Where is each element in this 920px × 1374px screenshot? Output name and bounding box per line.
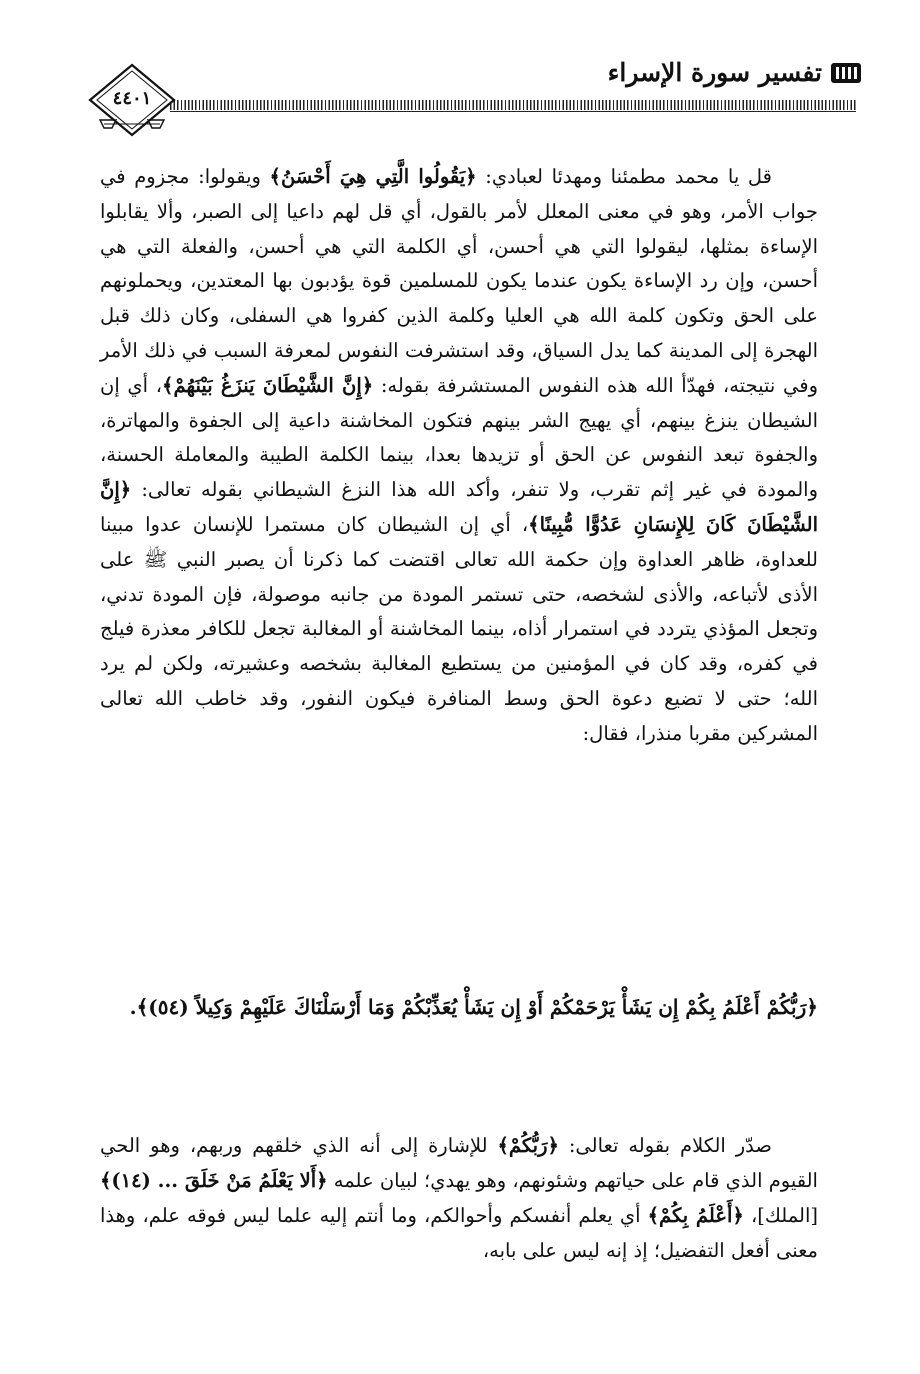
- quran-quote: ﴿إِنَّ الشَّيْطَانَ كَانَ لِلإِنسَانِ عَدُوًّا مُّبِينًا﴾: [100, 478, 818, 536]
- paragraph-1: [100, 160, 818, 752]
- book-ornament-icon: [830, 60, 862, 86]
- body-paragraph-1: [100, 160, 818, 752]
- paragraph-text: [الملك]،: [743, 1204, 818, 1227]
- page-number: ٤٤٠١: [112, 88, 152, 109]
- paragraph-text: أي يعلم أنفسكم وأحوالكم، وما أنتم إليه علما ليس فوقه علم، وهذا معنى أفعل التفضيل؛ إذ إنه ليس على بابه،: [100, 1204, 818, 1262]
- quran-verse-block: ﴿رَبُّكُمْ أَعْلَمُ بِكُمْ إِن يَشَأْ يَرْحَمْكُمْ أَوْ إِن يَشَأْ يُعَذِّبْكُمْ وَمَا أَرْسَلْنَاكَ عَلَيْهِمْ وَكِيلاً (٥٤)﴾.: [129, 995, 818, 1019]
- quran-quote: ﴿يَقُولُوا الَّتِي هِيَ أَحْسَنُ﴾: [269, 165, 477, 188]
- header-rule: [170, 100, 856, 110]
- paragraph-text: ويقولوا: مجزوم في جواب الأمر، وهو في معنى المعلل لأمر بالقول، أي قل لهم داعيا إلى الصبر، وألا يقابلوا الإساءة بمثلها، ليقولوا التي هي أحسن، أي الكلمة التي هي أحسن، والفعلة التي هي أحسن، وإن رد الإساءة يكون عندما يكون للمسلمين قوة يؤدبون بها المعتدين، ويحملونهم على الحق وتكون كلمة الله هي العليا وكلمة الذين كفروا هي السفلى، وكان ذلك قبل الهجرة إلى المدينة كما يدل السياق، وقد استشرفت النفوس لمعرفة السبب في ذلك الأمر وفي نتيجته، فهدّأ الله هذه النفوس المستشرفة بقوله:: [100, 165, 819, 397]
- quran-quote: ﴿إِنَّ الشَّيْطَانَ يَنزَغُ بَيْنَهُمْ﴾: [162, 373, 374, 397]
- paragraph-text: قل يا محمد مطمئنا ومهدئا لعبادي:: [476, 165, 772, 188]
- paragraph-text: ، أي إن الشيطان كان مستمرا للإنسان عدوا مبينا للعداوة، ظاهر العداوة وإن حكمة الله تعالى اقتضت كما ذكرنا أن يصبر النبي ﷺ على الأذى لأتباعه، والأذى لشخصه، حتى تستمر المودة من جانبه موصولة، فإن المودة تدني، وتجعل المؤذي يتردد في استمرار أذاه، بينما المخاشنة أو المغالبة تجعل للكافر معذرة فيلج في كفره، وقد كان في المؤمنين من يستطيع المغالبة بشخصه وعشيرته، ولكن لم يرد الله؛ حتى لا تضيع دعوة الحق وسط المنافرة فيكون النفور، وقد خاطب الله تعالى المشركين مقربا منذرا، فقال:: [100, 512, 818, 745]
- page-number-badge: [86, 62, 178, 144]
- running-title: تفسير سورة الإسراء: [607, 58, 822, 87]
- paragraph-text: صدّر الكلام بقوله تعالى:: [558, 1134, 772, 1157]
- body-paragraph-2: [100, 1128, 818, 1268]
- quran-quote: ﴿أَلا يَعْلَمُ مَنْ خَلَقَ ... (١٤)﴾: [100, 1169, 328, 1192]
- paragraph-text: ، أي إن الشيطان ينزغ بينهم، أي يهيج الشر بينهم فتكون المخاشنة داعية إلى الجفوة والمهاترة، والجفوة تبعد النفوس عن الحق أو تزيدها بعدا، بينما الكلمة الطيبة والمعاملة الحسنة، والمودة في غير إثم تقرب، ولا تنفر، وأكد الله هذا النزغ الشيطاني بقوله تعالى:: [100, 373, 818, 502]
- quran-quote: ﴿رَبُّكُمْ﴾: [497, 1134, 559, 1157]
- paragraph-text: للإشارة إلى أنه الذي خلقهم وربهم، وهو الحي القيوم الذي قام على حياتهم وشئونهم، وهو يهدي؛ لبيان علمه: [100, 1134, 818, 1192]
- quran-quote: ﴿أَعْلَمُ بِكُمْ﴾: [647, 1204, 744, 1227]
